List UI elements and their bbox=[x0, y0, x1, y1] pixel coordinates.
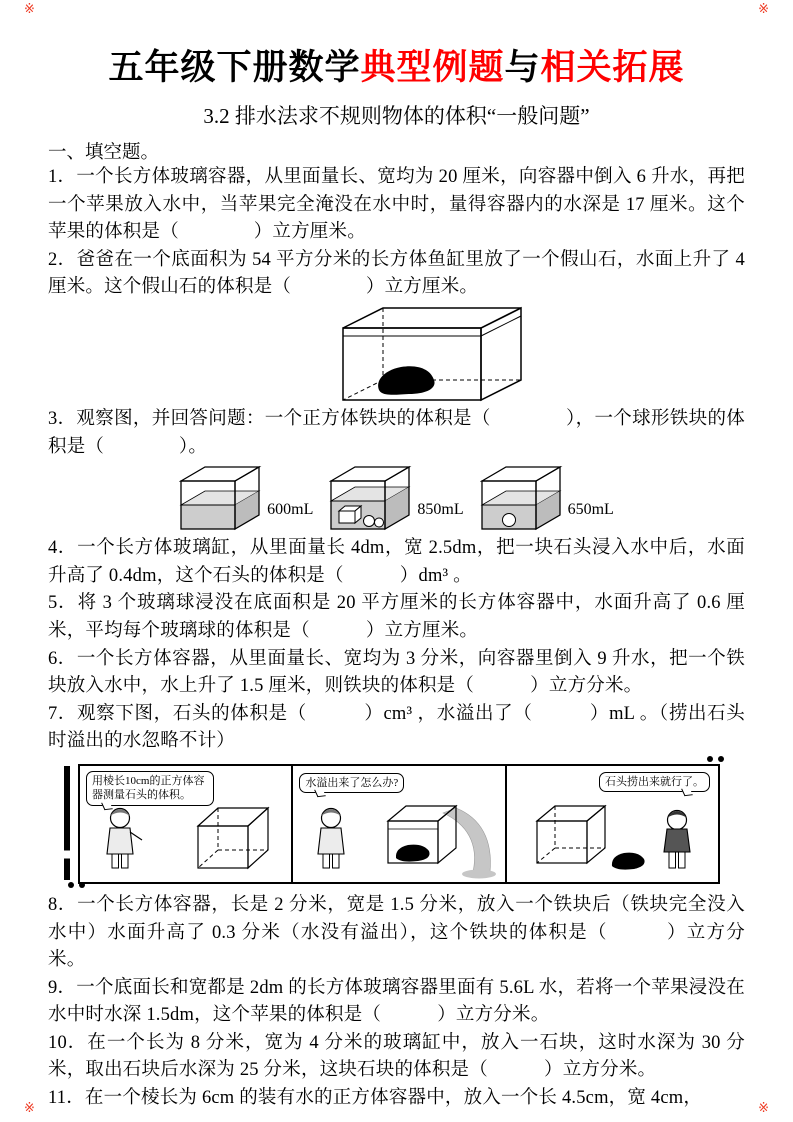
title-segment-red-1: 典型例题 bbox=[360, 48, 505, 87]
registration-mark-icon: ※ bbox=[758, 1101, 769, 1116]
problem-1: 1．一个长方体玻璃容器，从里面量长、宽均为 20 厘米，向容器中倒入 6 升水，再把一个苹果放入水中，当苹果完全淹没在水中时，量得容器内的水深是 17 厘米。这个苹果的体积是（ ）立方厘米。 bbox=[48, 167, 745, 243]
comic-panel-1 bbox=[80, 766, 293, 882]
problem-10: 10．在一个长为 8 分米，宽为 4 分米的玻璃缸中，放入一石块，这时水深为 30 分米，取出石块后水深为 25 分米，这块石块的体积是（ ）立方分米。 bbox=[48, 1032, 745, 1081]
registration-mark-icon: ※ bbox=[24, 1101, 35, 1116]
container-illustration-2 bbox=[329, 465, 415, 531]
problem-8: 8．一个长方体容器，长是 2 分米，宽是 1.5 分米，放入一个铁块后（铁块完全没入水中）水面升高了 0.3 分米（水没有溢出），这个铁块的体积是（ ）立方分米。 bbox=[48, 894, 745, 971]
iron-ball-shape bbox=[364, 516, 375, 527]
page-title bbox=[48, 0, 745, 90]
rock-shape bbox=[396, 845, 430, 862]
comic-panels bbox=[78, 764, 720, 884]
problem-7: 7．观察下图，石头的体积是（ ）cm³ ，水溢出了（ ）mL 。（捞出石头时溢出的水忽略不计） bbox=[48, 703, 745, 752]
problem-5: 5．将 3 个玻璃球浸没在底面积是 20 平方厘米的长方体容器中，水面升高了 0.6 厘米，平均每个玻璃球的体积是（ ）立方厘米。 bbox=[48, 593, 745, 641]
container-volume-label: 650mL bbox=[567, 501, 614, 519]
container-volume-label: 850mL bbox=[417, 501, 464, 519]
decorative-dots bbox=[68, 882, 85, 888]
iron-ball-shape bbox=[375, 518, 384, 527]
container-volume-label: 600mL bbox=[267, 501, 314, 519]
problem-11: 11．在一个棱长为 6cm 的装有水的正方体容器中，放入一个长 4.5cm，宽 4cm， bbox=[48, 1088, 703, 1109]
registration-mark-icon: ※ bbox=[758, 2, 769, 17]
problem-6: 6．一个长方体容器，从里面量长、宽均为 3 分米，向容器里倒入 9 升水，把一个铁块放入水中，水上升了 1.5 厘米，则铁块的体积是（ ）立方分米。 bbox=[48, 648, 745, 697]
rock-shape bbox=[612, 853, 645, 870]
section-heading: 一、填空题。 bbox=[48, 143, 160, 163]
problem-3: 3．观察图，并回答问题：一个正方体铁块的体积是（ ），一个球形铁块的体积是（ ）。 bbox=[48, 408, 745, 457]
speech-bubble-3: 石头捞出来就行了。 bbox=[599, 772, 710, 792]
container-850ml bbox=[329, 465, 463, 531]
container-650ml bbox=[480, 465, 614, 531]
container-600ml bbox=[179, 465, 313, 531]
iron-ball-shape bbox=[502, 514, 515, 527]
lesson-subtitle: 3.2 排水法求不规则物体的体积“一般问题” bbox=[203, 104, 590, 128]
decorative-bar bbox=[64, 766, 70, 880]
comic-panel-2 bbox=[293, 766, 506, 882]
container-illustration-3 bbox=[480, 465, 566, 531]
title-segment-black-2: 与 bbox=[504, 48, 541, 87]
containers-figure bbox=[48, 465, 745, 531]
problem-9: 9．一个底面长和宽都是 2dm 的长方体玻璃容器里面有 5.6L 水，若将一个苹果浸没在水中时水深 1.5dm，这个苹果的体积是（ ）立方分米。 bbox=[48, 977, 745, 1026]
fish-tank-illustration bbox=[329, 304, 529, 404]
decorative-dots bbox=[707, 756, 724, 762]
speech-bubble-1: 用棱长10cm的正方体容器测量石头的体积。 bbox=[86, 771, 214, 806]
title-segment-black-1: 五年级下册数学 bbox=[108, 48, 361, 87]
rock-shape bbox=[378, 366, 434, 395]
speech-bubble-2: 水溢出来了怎么办? bbox=[299, 773, 404, 793]
iron-cube-shape bbox=[339, 506, 361, 523]
comic-strip-figure bbox=[64, 764, 720, 884]
title-segment-red-2: 相关拓展 bbox=[540, 48, 685, 87]
problem-2: 2．爸爸在一个底面积为 54 平方分米的长方体鱼缸里放了一个假山石，水面上升了 4 厘米。这个假山石的体积是（ ）立方厘米。 bbox=[48, 249, 745, 298]
fish-tank-figure bbox=[80, 304, 777, 404]
container-illustration-1 bbox=[179, 465, 265, 531]
registration-mark-icon: ※ bbox=[24, 2, 35, 17]
problem-4: 4．一个长方体玻璃缸，从里面量长 4dm，宽 2.5dm，把一块石头浸入水中后，水面升高了 0.4dm，这个石头的体积是（ ）dm³ 。 bbox=[48, 538, 745, 586]
comic-panel-3 bbox=[507, 766, 718, 882]
